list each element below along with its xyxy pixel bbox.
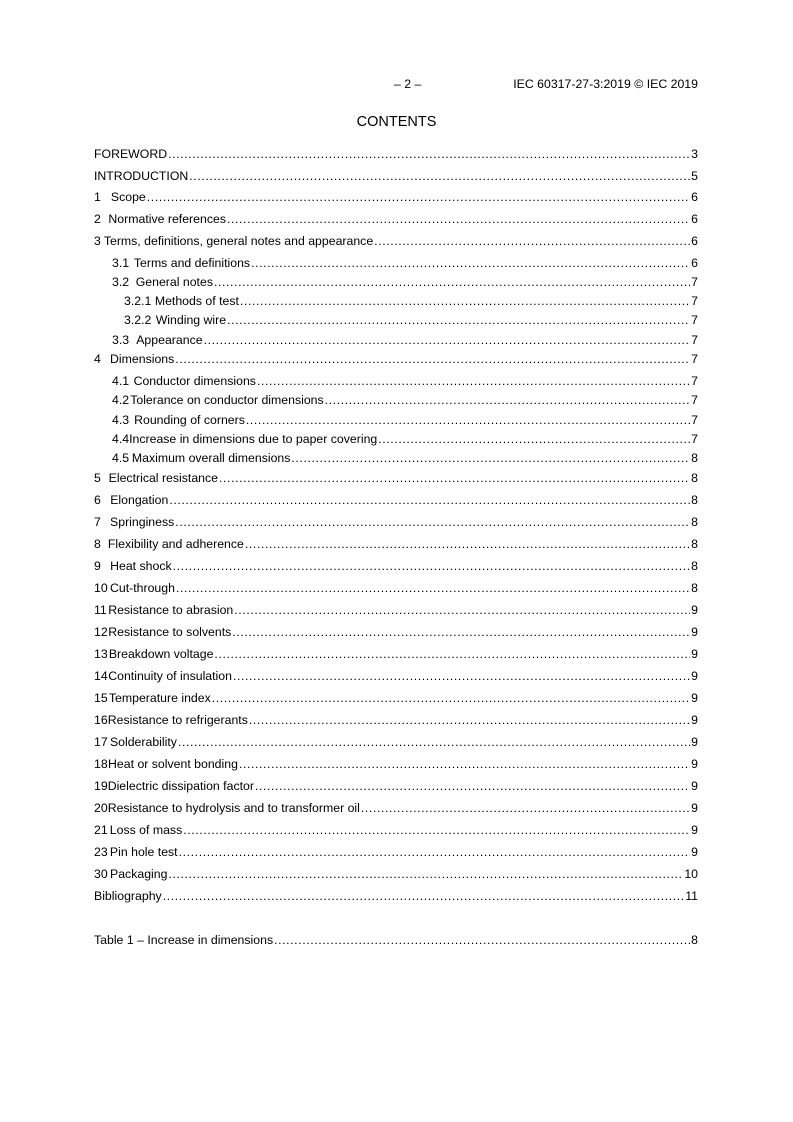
toc-page: 6 <box>691 190 698 204</box>
leader-dots <box>179 844 691 860</box>
leader-dots <box>189 168 690 184</box>
leader-dots <box>249 712 690 728</box>
leader-dots <box>274 932 690 948</box>
toc-entry[interactable] <box>94 822 698 838</box>
toc-entry[interactable] <box>94 211 698 227</box>
toc-page: 6 <box>691 234 698 248</box>
toc-number: 4.1 <box>112 374 130 388</box>
toc-page: 9 <box>691 603 698 617</box>
toc-label: Resistance to abrasion <box>108 603 234 617</box>
toc-label: Winding wire <box>155 313 227 327</box>
toc-label: Springiness <box>110 515 175 529</box>
leader-dots <box>169 492 690 508</box>
toc-label: Cut-through <box>110 581 175 595</box>
toc-entry[interactable] <box>94 146 698 162</box>
toc-page: 7 <box>691 393 698 407</box>
leader-dots <box>257 373 690 389</box>
toc-page: 7 <box>691 352 698 366</box>
toc-label: Pin hole test <box>109 845 178 859</box>
toc-number: 12 <box>94 625 108 639</box>
toc-page: 3 <box>691 147 698 161</box>
toc-entry[interactable] <box>94 602 698 618</box>
leader-dots <box>232 624 690 640</box>
toc-entry[interactable] <box>94 431 698 447</box>
toc-number: 7 <box>94 515 101 529</box>
leader-dots <box>361 800 690 816</box>
toc-number: 20 <box>94 801 108 815</box>
toc-entry[interactable] <box>94 312 698 328</box>
toc-entry[interactable] <box>94 255 698 271</box>
toc-number: 21 <box>94 823 108 837</box>
toc-label: Heat shock <box>110 559 172 573</box>
toc-page: 8 <box>691 493 698 507</box>
leader-dots <box>251 255 690 271</box>
leader-dots <box>178 734 690 750</box>
toc-page: 7 <box>691 313 698 327</box>
toc-number: 18 <box>94 757 108 771</box>
toc-page: 7 <box>691 374 698 388</box>
toc-page: 7 <box>691 333 698 347</box>
leader-dots <box>219 470 690 486</box>
toc-number: 23 <box>94 845 108 859</box>
toc-label: Scope <box>110 190 146 204</box>
toc-number: 4.5 <box>112 451 130 465</box>
toc-entry[interactable] <box>94 690 698 706</box>
toc-number: 8 <box>94 537 101 551</box>
toc-entry[interactable] <box>94 888 698 904</box>
toc-label: Heat or solvent bonding <box>108 757 238 771</box>
leader-dots <box>168 146 690 162</box>
toc-entry[interactable] <box>94 536 698 552</box>
toc-entry[interactable] <box>94 866 698 882</box>
leader-dots <box>204 332 691 348</box>
leader-dots <box>374 233 690 249</box>
toc-page: 9 <box>691 823 698 837</box>
toc-entry[interactable] <box>94 168 698 184</box>
toc-page: 9 <box>691 669 698 683</box>
toc-number: 9 <box>94 559 101 573</box>
toc-label: INTRODUCTION <box>94 169 189 183</box>
toc-entry[interactable] <box>94 332 698 348</box>
leader-dots <box>168 866 683 882</box>
toc-number: 3.2 <box>112 275 130 289</box>
toc-label: Methods of test <box>154 294 239 308</box>
toc-entry[interactable] <box>94 558 698 574</box>
toc-number: 4.2 <box>112 393 130 407</box>
leader-dots <box>183 822 690 838</box>
leader-dots <box>245 536 690 552</box>
toc-label: Solderability <box>109 735 177 749</box>
toc-label: Tolerance on conductor dimensions <box>130 393 324 407</box>
toc-number: 4.3 <box>112 413 130 427</box>
leader-dots <box>234 602 690 618</box>
toc-entry[interactable] <box>94 492 698 508</box>
toc-label: Resistance to refrigerants <box>107 713 248 727</box>
toc-number: 17 <box>94 735 108 749</box>
toc-entry[interactable] <box>94 624 698 640</box>
toc-page: 10 <box>684 867 698 881</box>
leader-dots <box>175 351 690 367</box>
toc-label: Table 1 – Increase in dimensions <box>94 933 274 947</box>
leader-dots <box>227 312 690 328</box>
toc-entry[interactable] <box>94 734 698 750</box>
toc-entry[interactable] <box>94 392 698 408</box>
toc-number: 3 <box>94 234 101 248</box>
leader-dots <box>233 668 690 684</box>
toc-label: Appearance <box>136 333 203 347</box>
toc-page: 7 <box>691 432 698 446</box>
toc-label: Rounding of corners <box>134 413 245 427</box>
toc-entry[interactable] <box>94 844 698 860</box>
toc-label: Resistance to hydrolysis and to transformer oil <box>107 801 360 815</box>
toc-page: 7 <box>691 275 698 289</box>
leader-dots <box>147 189 690 205</box>
toc-entry[interactable] <box>94 450 698 466</box>
toc-page: 8 <box>691 515 698 529</box>
toc-entry[interactable] <box>94 756 698 772</box>
leader-dots <box>291 450 690 466</box>
toc-number: 3.2.1 <box>124 294 152 308</box>
toc-page: 8 <box>691 933 698 947</box>
toc-label: Flexibility and adherence <box>107 537 244 551</box>
toc-label: Breakdown voltage <box>108 647 214 661</box>
toc-entry[interactable] <box>94 351 698 367</box>
toc-number: 3.1 <box>112 256 130 270</box>
toc-entry[interactable] <box>94 274 698 290</box>
toc-page: 8 <box>691 451 698 465</box>
toc-page: 9 <box>691 845 698 859</box>
leader-dots <box>163 888 685 904</box>
toc-label: Dielectric dissipation factor <box>107 779 254 793</box>
toc-label: Terms and definitions <box>133 256 251 270</box>
toc-label: Resistance to solvents <box>108 625 232 639</box>
toc-page: 9 <box>691 735 698 749</box>
toc-number: 2 <box>94 212 101 226</box>
toc-page: 11 <box>685 889 698 903</box>
toc-label: Conductor dimensions <box>133 374 256 388</box>
page-number: – 2 – <box>394 77 422 91</box>
toc-label: FOREWORD <box>94 147 168 161</box>
toc-entry[interactable] <box>94 712 698 728</box>
toc-number: 16 <box>94 713 108 727</box>
toc-entry[interactable] <box>94 580 698 596</box>
toc-label: Continuity of insulation <box>108 669 232 683</box>
toc-number: 3.2.2 <box>124 313 152 327</box>
toc-label: General notes <box>135 275 213 289</box>
leader-dots <box>378 431 690 447</box>
toc-entry-table[interactable] <box>94 932 698 948</box>
toc-label: Elongation <box>110 493 169 507</box>
page-title: CONTENTS <box>356 114 437 130</box>
toc-entry[interactable] <box>94 514 698 530</box>
toc-number: 1 <box>94 190 101 204</box>
toc-number: 14 <box>94 669 108 683</box>
page-header <box>94 77 698 93</box>
toc-page: 9 <box>691 779 698 793</box>
toc-number: 11 <box>94 603 107 617</box>
toc-entry[interactable] <box>94 668 698 684</box>
leader-dots <box>255 778 690 794</box>
toc-number: 3.3 <box>112 333 130 347</box>
toc-entry[interactable] <box>94 778 698 794</box>
toc-label: Loss of mass <box>109 823 183 837</box>
leader-dots <box>246 412 690 428</box>
toc-page: 7 <box>691 294 698 308</box>
toc-page: 8 <box>691 537 698 551</box>
toc-label: Packaging <box>110 867 168 881</box>
toc-entry[interactable] <box>94 470 698 486</box>
toc-page: 6 <box>691 256 698 270</box>
leader-dots <box>214 274 690 290</box>
toc-entry[interactable] <box>94 412 698 428</box>
toc-page: 9 <box>691 625 698 639</box>
leader-dots <box>239 756 690 772</box>
toc-number: 4.4 <box>112 432 130 446</box>
toc-number: 10 <box>94 581 108 595</box>
leader-dots <box>175 514 690 530</box>
leader-dots <box>227 211 690 227</box>
toc-page: 9 <box>691 757 698 771</box>
toc-number: 19 <box>94 779 108 793</box>
toc-number: 15 <box>94 691 108 705</box>
toc-label: Terms, definitions, general notes and appearance <box>103 234 374 248</box>
toc-label: Temperature index <box>108 691 211 705</box>
toc-entry[interactable] <box>94 189 698 205</box>
leader-dots <box>214 646 690 662</box>
leader-dots <box>325 392 691 408</box>
toc-number: 6 <box>94 493 101 507</box>
toc-entry[interactable] <box>94 800 698 816</box>
standard-identifier: IEC 60317-27-3:2019 © IEC 2019 <box>513 77 698 91</box>
leader-dots <box>173 558 691 574</box>
toc-page: 5 <box>691 169 698 183</box>
toc-label: Maximum overall dimensions <box>131 451 291 465</box>
toc-entry[interactable] <box>94 373 698 389</box>
toc-number: 30 <box>94 867 108 881</box>
toc-page: 8 <box>691 559 698 573</box>
toc-page: 9 <box>691 801 698 815</box>
toc-number: 5 <box>94 471 101 485</box>
toc-entry[interactable] <box>94 646 698 662</box>
toc-label: Normative references <box>108 212 226 226</box>
toc-entry[interactable] <box>94 293 698 309</box>
toc-page: 6 <box>691 212 698 226</box>
toc-number: 13 <box>94 647 108 661</box>
toc-page: 9 <box>691 713 698 727</box>
toc-label: Bibliography <box>94 889 162 903</box>
toc-entry[interactable] <box>94 233 698 249</box>
toc-page: 8 <box>691 581 698 595</box>
leader-dots <box>176 580 690 596</box>
toc-page: 7 <box>691 413 698 427</box>
toc-label: Increase in dimensions due to paper covering <box>129 432 378 446</box>
toc-number: 4 <box>94 352 101 366</box>
toc-label: Dimensions <box>110 352 175 366</box>
toc-page: 9 <box>691 647 698 661</box>
leader-dots <box>212 690 690 706</box>
toc-label: Electrical resistance <box>108 471 219 485</box>
toc-page: 9 <box>691 691 698 705</box>
toc-page: 8 <box>691 471 698 485</box>
leader-dots <box>240 293 690 309</box>
